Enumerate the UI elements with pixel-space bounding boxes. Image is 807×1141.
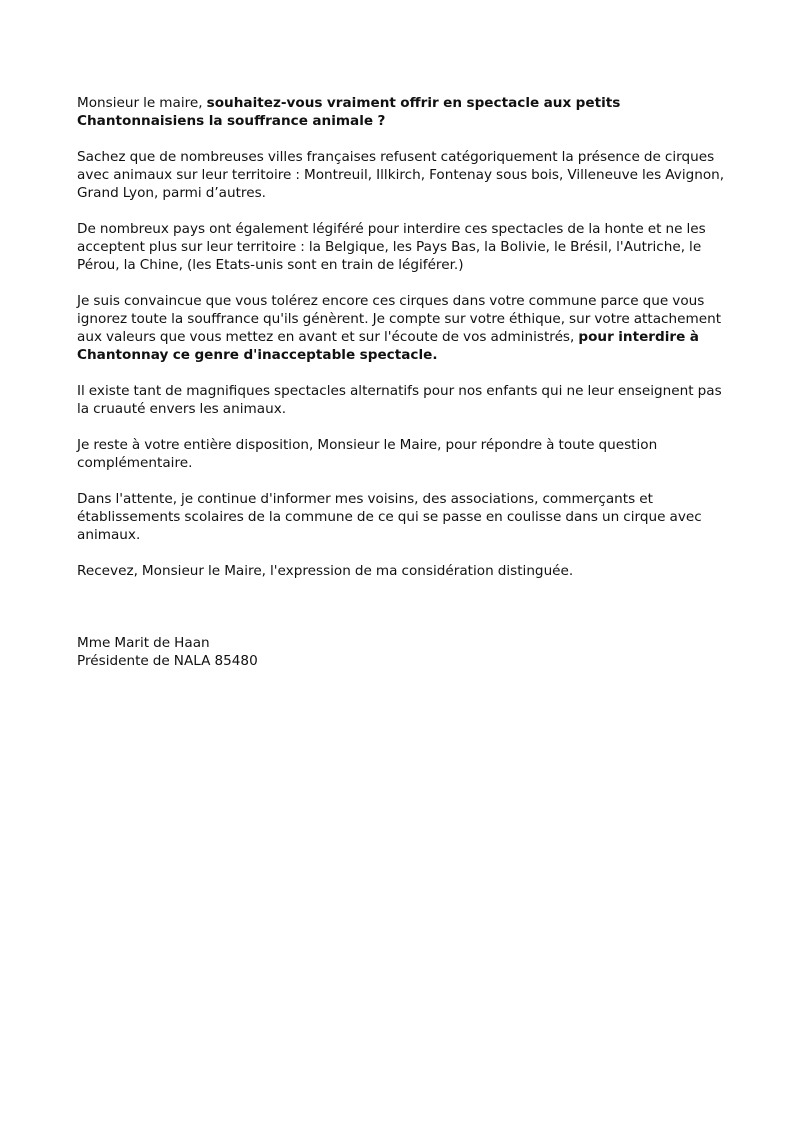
signature-name: Mme Marit de Haan: [77, 635, 210, 651]
paragraph-text: Sachez que de nombreuses villes françaises refusent catégoriquement la présence de cirques avec animaux sur leur territoire : Montreuil, Illkirch, Fontenay sous bois, Villeneuve les Avignon, Grand Lyon, parmi d’autres.: [77, 149, 725, 201]
paragraph-request: [77, 292, 737, 364]
paragraph-greeting: [77, 94, 737, 130]
paragraph-text: Il existe tant de magnifiques spectacles alternatifs pour nos enfants qui ne leur enseignent pas la cruauté envers les animaux.: [77, 383, 722, 417]
greeting-question: souhaitez-vous vraiment offrir en spectacle aux petits Chantonnaisiens la souffrance animale ?: [77, 95, 621, 129]
paragraph-text: Recevez, Monsieur le Maire, l'expression de ma considération distinguée.: [77, 563, 574, 579]
signature-title: Présidente de NALA 85480: [77, 653, 258, 669]
paragraph-text: De nombreux pays ont également légiféré pour interdire ces spectacles de la honte et ne les acceptent plus sur leur territoire : la Belgique, les Pays Bas, la Bolivie, le Brésil, l'Autriche, le Pérou, la Chine, (les Etats-unis sont en train de légiférer.): [77, 221, 706, 273]
paragraph-text: Je suis convaincue que vous tolérez encore ces cirques dans votre commune parce que vous ignorez toute la souffrance qu'ils génèrent. Je compte sur votre éthique, sur votre attachement aux valeurs que vous mettez en avant et sur l'écoute de vos administrés,: [77, 293, 722, 345]
signature-block: [77, 634, 737, 670]
paragraph-countries: [77, 220, 737, 274]
paragraph-text: Je reste à votre entière disposition, Monsieur le Maire, pour répondre à toute question complémentaire.: [77, 437, 658, 471]
paragraph-closing: [77, 562, 737, 580]
paragraph-availability: [77, 436, 737, 472]
greeting-text: Monsieur le maire,: [77, 95, 207, 111]
paragraph-text: Dans l'attente, je continue d'informer mes voisins, des associations, commerçants et établissements scolaires de la commune de ce qui se passe en coulisse dans un cirque avec animaux.: [77, 491, 702, 543]
request-emphasis: pour interdire à Chantonnay ce genre d'inacceptable spectacle.: [77, 329, 699, 363]
letter-body: [77, 94, 737, 670]
paragraph-alternatives: [77, 382, 737, 418]
paragraph-informing: [77, 490, 737, 544]
paragraph-french-cities: [77, 148, 737, 202]
